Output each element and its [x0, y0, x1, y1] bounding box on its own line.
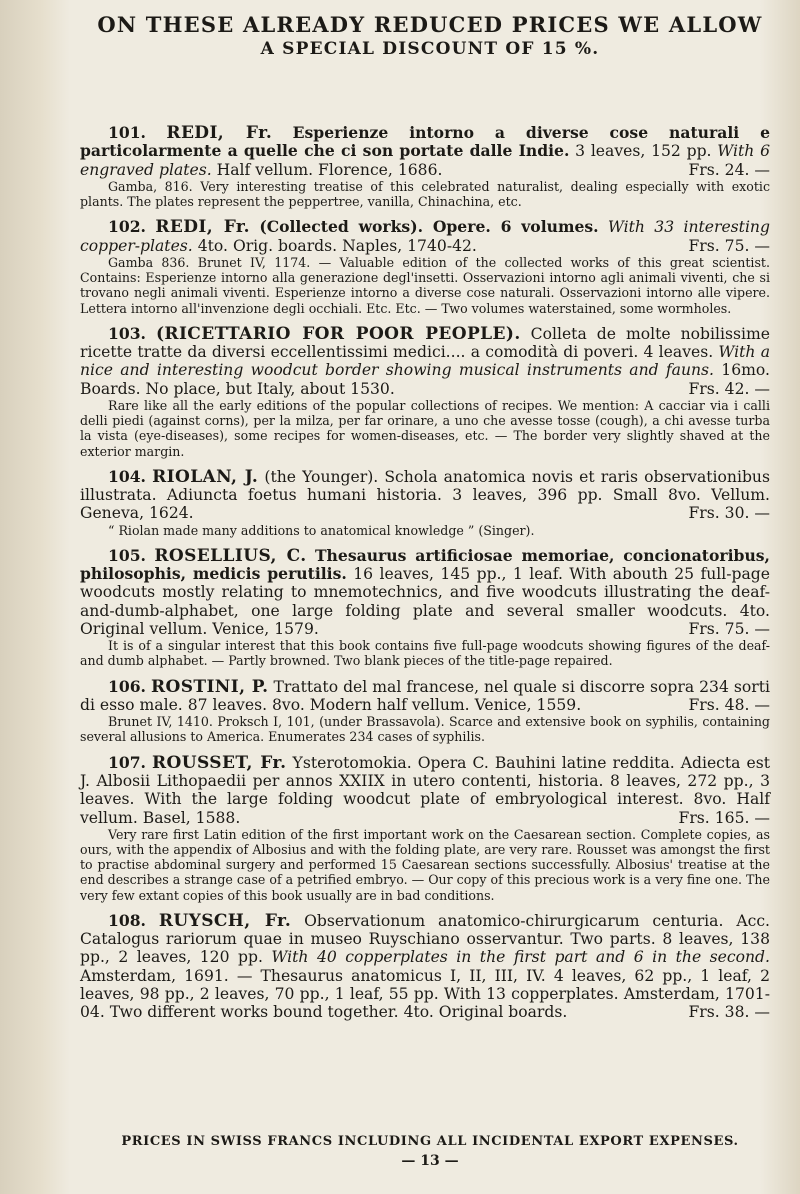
- entry-description: [599, 218, 608, 236]
- entry-main: [80, 912, 770, 1022]
- catalogue-entry: [80, 754, 770, 903]
- entry-description: 3 leaves, 152 pp.: [569, 142, 718, 161]
- entry-author: REDI, Fr.: [155, 217, 250, 238]
- catalogue-entry: [80, 547, 770, 669]
- entry-author: ROUSSET, Fr.: [152, 752, 287, 773]
- catalogue-entry: [80, 468, 770, 538]
- entry-note: Gamba 836. Brunet IV, 1174. — Valuable edition of the collected works of this great scientist. Contains: Esperienze intorno alla generazione degl'insetti. Osservazioni intorno agli animali viventi, che si trovano negli animali viventi. Esperienze intorno a diverse cose naturali. Osservazioni intorno alle vipere. Lettera intorno all'invenzione degli occhiali. Etc. Etc. — Two volumes waterstained, some wormholes.: [80, 254, 770, 316]
- entry-number: 105.: [108, 545, 146, 565]
- entry-description: Two parts. 8 leaves, 138 pp., 2 leaves, 120 pp.: [80, 930, 770, 967]
- catalogue-entry: [80, 678, 770, 745]
- entry-title: (the Younger). Schola anatomica novis et raris observationibus illustrata. Adiuncta foetus humani historia.: [80, 467, 770, 504]
- entry-main: [80, 678, 770, 715]
- entry-description-italic: With 40 copperplates in the first part and 6 in the second.: [271, 948, 770, 967]
- entry-title: Colleta de molte nobilissime ricette tratte da diversi eccellentissimi medici.... a comodità di poveri.: [80, 324, 770, 361]
- entry-description: 8 leaves, 272 pp., 3 leaves. With the large folding woodcut plate of embryological interest. 8vo. Half vellum. Basel, 1588.: [80, 771, 770, 827]
- left-margin-stain: [0, 0, 70, 1194]
- header-line-2: A SPECIAL DISCOUNT OF 15 %.: [260, 39, 600, 59]
- entry-price: Frs. 38. —: [688, 1003, 770, 1022]
- entry-number: 108.: [108, 910, 146, 930]
- entry-main: [80, 124, 770, 179]
- entry-title: Thesaurus artificiosae memoriae, concionatoribus, philosophis, medicis perutilis.: [80, 545, 770, 584]
- entry-title: Trattato del mal francese, nel quale si discorre sopra 234 sorti di esso male.: [80, 677, 770, 714]
- entry-title: Ysterotomokia. Opera C. Bauhini latine reddita. Adiecta est J. Albosii Lithopaedii per annos XXIIX in utero contenti, historia.: [80, 753, 770, 790]
- entry-description-italic: With 6 engraved plates.: [80, 142, 770, 179]
- entry-price: Frs. 24. —: [688, 160, 770, 179]
- entry-description-italic: With 33 interesting copper-plates.: [80, 218, 770, 255]
- entry-main: [80, 325, 770, 398]
- entry-number: 106.: [108, 676, 146, 696]
- entry-description-cont: Amsterdam, 1691. — Thesaurus anatomicus I, II, III, IV. 4 leaves, 62 pp., 1 leaf, 2 leaves, 98 pp., 2 leaves, 70 pp., 1 leaf, 55 pp. With 13 copperplates. Amsterdam, 1701-04. Two different works bound together. 4to. Original boards.: [80, 966, 770, 1022]
- entry-main: [80, 547, 770, 638]
- entry-description-italic: With a nice and interesting woodcut border showing musical instruments and fauns.: [80, 343, 770, 380]
- entry-title: Observationum anatomico-chirurgicarum centuria. Acc. Catalogus rariorum quae in museo Ruyschiano osservantur.: [80, 911, 771, 949]
- entry-title: (Collected works). Opere. 6 volumes.: [259, 217, 599, 237]
- entry-description: 87 leaves. 8vo. Modern half vellum. Venice, 1559.: [182, 695, 582, 714]
- footer-notice: PRICES IN SWISS FRANCS INCLUDING ALL INCIDENTAL EXPORT EXPENSES.: [121, 1134, 739, 1149]
- catalogue-entry: [80, 325, 770, 459]
- entry-main: [80, 218, 770, 255]
- entry-description: 16 leaves, 145 pp., 1 leaf. With abouth 25 full-page woodcuts mostly relating to mnemotechnics, and five woodcuts illustrating the deaf-and-dumb-alphabet, one large folding plate and several smaller woodcuts. 4to. Original vellum. Venice, 1579.: [80, 565, 770, 638]
- entry-author: ROSTINI, P.: [150, 676, 269, 697]
- entry-price: Frs. 48. —: [688, 695, 770, 714]
- entry-description: 3 leaves, 396 pp. Small 8vo. Vellum. Geneva, 1624.: [80, 486, 770, 523]
- page-header: [90, 12, 770, 60]
- entry-note: Brunet IV, 1410. Proksch I, 101, (under Brassavola). Scarce and extensive book on syphilis, containing several allusions to America. Enumerates 234 cases of syphilis.: [80, 714, 770, 745]
- catalogue-entry: [80, 124, 770, 209]
- entry-note: Rare like all the early editions of the popular collections of recipes. We mention: A cacciar via i calli delli piedi (against corns), per la milza, per far orinare, a uno che avesse tosse (cough), a chi avesse turba la vista (eye-diseases), some recipes for women-diseases, etc. — The border very slightly shaved at the exterior margin.: [80, 397, 770, 459]
- page-footer: [90, 1134, 770, 1169]
- catalogue-entry: [80, 912, 770, 1022]
- entry-author: ROSELLIUS, C.: [154, 545, 307, 566]
- entry-number: 107.: [108, 752, 146, 772]
- entry-note: “ Riolan made many additions to anatomical knowledge ” (Singer).: [108, 522, 535, 538]
- entry-price: Frs. 75. —: [688, 619, 770, 638]
- catalogue-entries: [80, 124, 770, 1031]
- entry-price: Frs. 42. —: [688, 379, 770, 398]
- entry-title: Esperienze intorno a diverse cose naturali e particolarmente a quelle che ci son portate dalle Indie.: [80, 123, 770, 161]
- entry-author: REDI, Fr.: [166, 123, 273, 143]
- page-number: — 13 —: [401, 1153, 459, 1169]
- entry-price: Frs. 165. —: [678, 808, 770, 827]
- entry-description: 4 leaves.: [638, 343, 719, 361]
- entry-description-cont: 4to. Orig. boards. Naples, 1740-42.: [192, 236, 477, 255]
- header-line-1: ON THESE ALREADY REDUCED PRICES WE ALLOW: [97, 12, 763, 37]
- entry-note: It is of a singular interest that this book contains five full-page woodcuts showing figures of the deaf-and dumb alphabet. — Partly browned. Two blank pieces of the title-page repaired.: [80, 638, 770, 669]
- entry-description-cont: 16mo. Boards. No place, but Italy, about 1530.: [80, 361, 770, 398]
- entry-number: 101.: [108, 123, 146, 142]
- entry-author: (RICETTARIO FOR POOR PEOPLE).: [155, 323, 521, 344]
- entry-price: Frs. 75. —: [688, 236, 770, 255]
- entry-main: [80, 468, 770, 523]
- entry-note: Gamba, 816. Very interesting treatise of this celebrated naturalist, dealing especially with exotic plants. The plates represent the peppertree, vanilla, Chinachina, etc.: [80, 178, 770, 210]
- entry-main: [80, 754, 770, 827]
- entry-author: RIOLAN, J.: [152, 466, 259, 487]
- entry-number: 102.: [108, 217, 146, 237]
- entry-number: 103.: [108, 323, 146, 343]
- entry-note: Very rare first Latin edition of the first important work on the Caesarean section. Complete copies, as ours, with the appendix of Albosius and with the folding plate, are very rare. Rousset was amongst the first to practise abdominal surgery and performed 15 Caesarean sections successfully. Albosius' treatise at the end describes a strange case of a petrified embryo. — Our copy of this precious work is a very fine one. The very few extant copies of this book usually are in bad conditions.: [80, 826, 770, 903]
- catalogue-entry: [80, 218, 770, 315]
- entry-author: RUYSCH, Fr.: [158, 910, 292, 931]
- entry-price: Frs. 30. —: [688, 504, 770, 523]
- entry-description-cont: Half vellum. Florence, 1686.: [211, 160, 443, 179]
- entry-number: 104.: [108, 466, 146, 486]
